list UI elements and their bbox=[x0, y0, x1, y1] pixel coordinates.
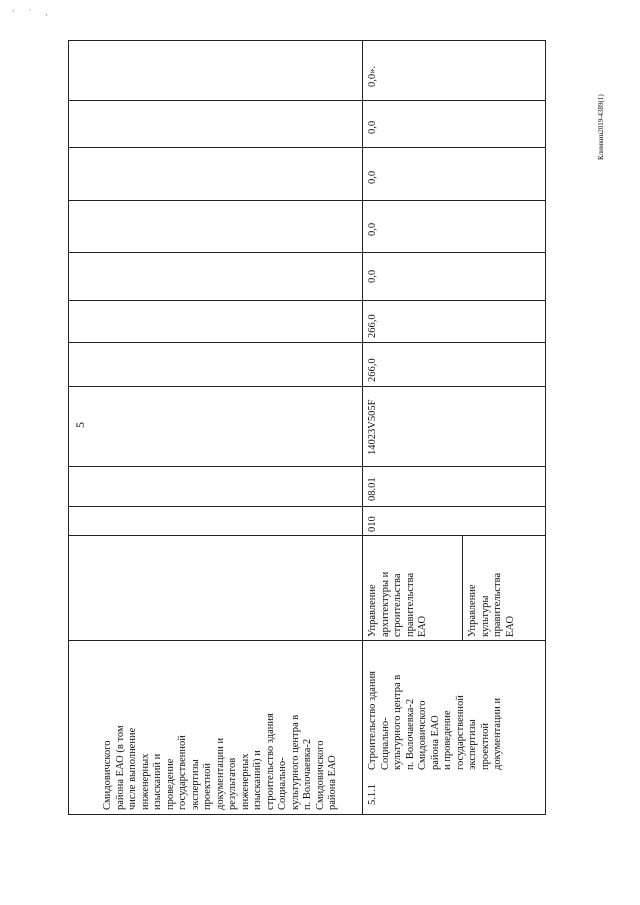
grbs-code: 010 bbox=[367, 516, 378, 532]
col-divider bbox=[68, 200, 546, 201]
col-divider bbox=[68, 535, 546, 536]
col-divider bbox=[68, 386, 546, 387]
value-total: 266,0 bbox=[367, 358, 378, 382]
executor-1: Управление архитектуры и строительства правительства ЕАО bbox=[367, 571, 428, 637]
col-divider bbox=[68, 640, 546, 641]
col-divider bbox=[68, 466, 546, 467]
executor-2: Управление культуры правительства ЕАО bbox=[467, 572, 516, 637]
value-col-4: 0,0 bbox=[367, 222, 378, 236]
prev-row-name: Смидовичского района ЕАО (в том числе выполнение инженерных изысканий и проведение государственной экспертизы проектной документации и результатов инженерных изысканий) и строительство здания Социально- культурного центра в п. Волочаевка-2 Смидовичского района ЕАО bbox=[102, 713, 338, 810]
value-col-2: 266,0 bbox=[367, 314, 378, 338]
col-divider bbox=[68, 100, 546, 101]
row-name: Строительство здания Социально- культурного центра в п. Волочаевка-2 Смидовичского района ЕАО и проведение государственной экспертизы проектной документации и bbox=[367, 670, 503, 770]
page-number: 5 bbox=[73, 422, 87, 428]
row-divider bbox=[362, 40, 363, 815]
document-code: Климкин2019-4389(1) bbox=[597, 94, 605, 160]
value-col-3: 0,0 bbox=[367, 269, 378, 283]
col-divider bbox=[68, 147, 546, 148]
col-divider bbox=[68, 506, 546, 507]
value-col-5: 0,0 bbox=[367, 170, 378, 184]
corner-marks: ‘ ` , bbox=[12, 8, 54, 17]
value-col-7: 0,0». bbox=[367, 66, 378, 87]
executor-divider bbox=[462, 535, 463, 640]
value-col-6: 0,0 bbox=[367, 120, 378, 134]
target-item-code: 14023V505F bbox=[367, 399, 378, 455]
row-number: 5.1.1 bbox=[367, 784, 378, 805]
col-divider bbox=[68, 300, 546, 301]
section-code: 08.01 bbox=[367, 477, 378, 501]
col-divider bbox=[68, 252, 546, 253]
col-divider bbox=[68, 342, 546, 343]
